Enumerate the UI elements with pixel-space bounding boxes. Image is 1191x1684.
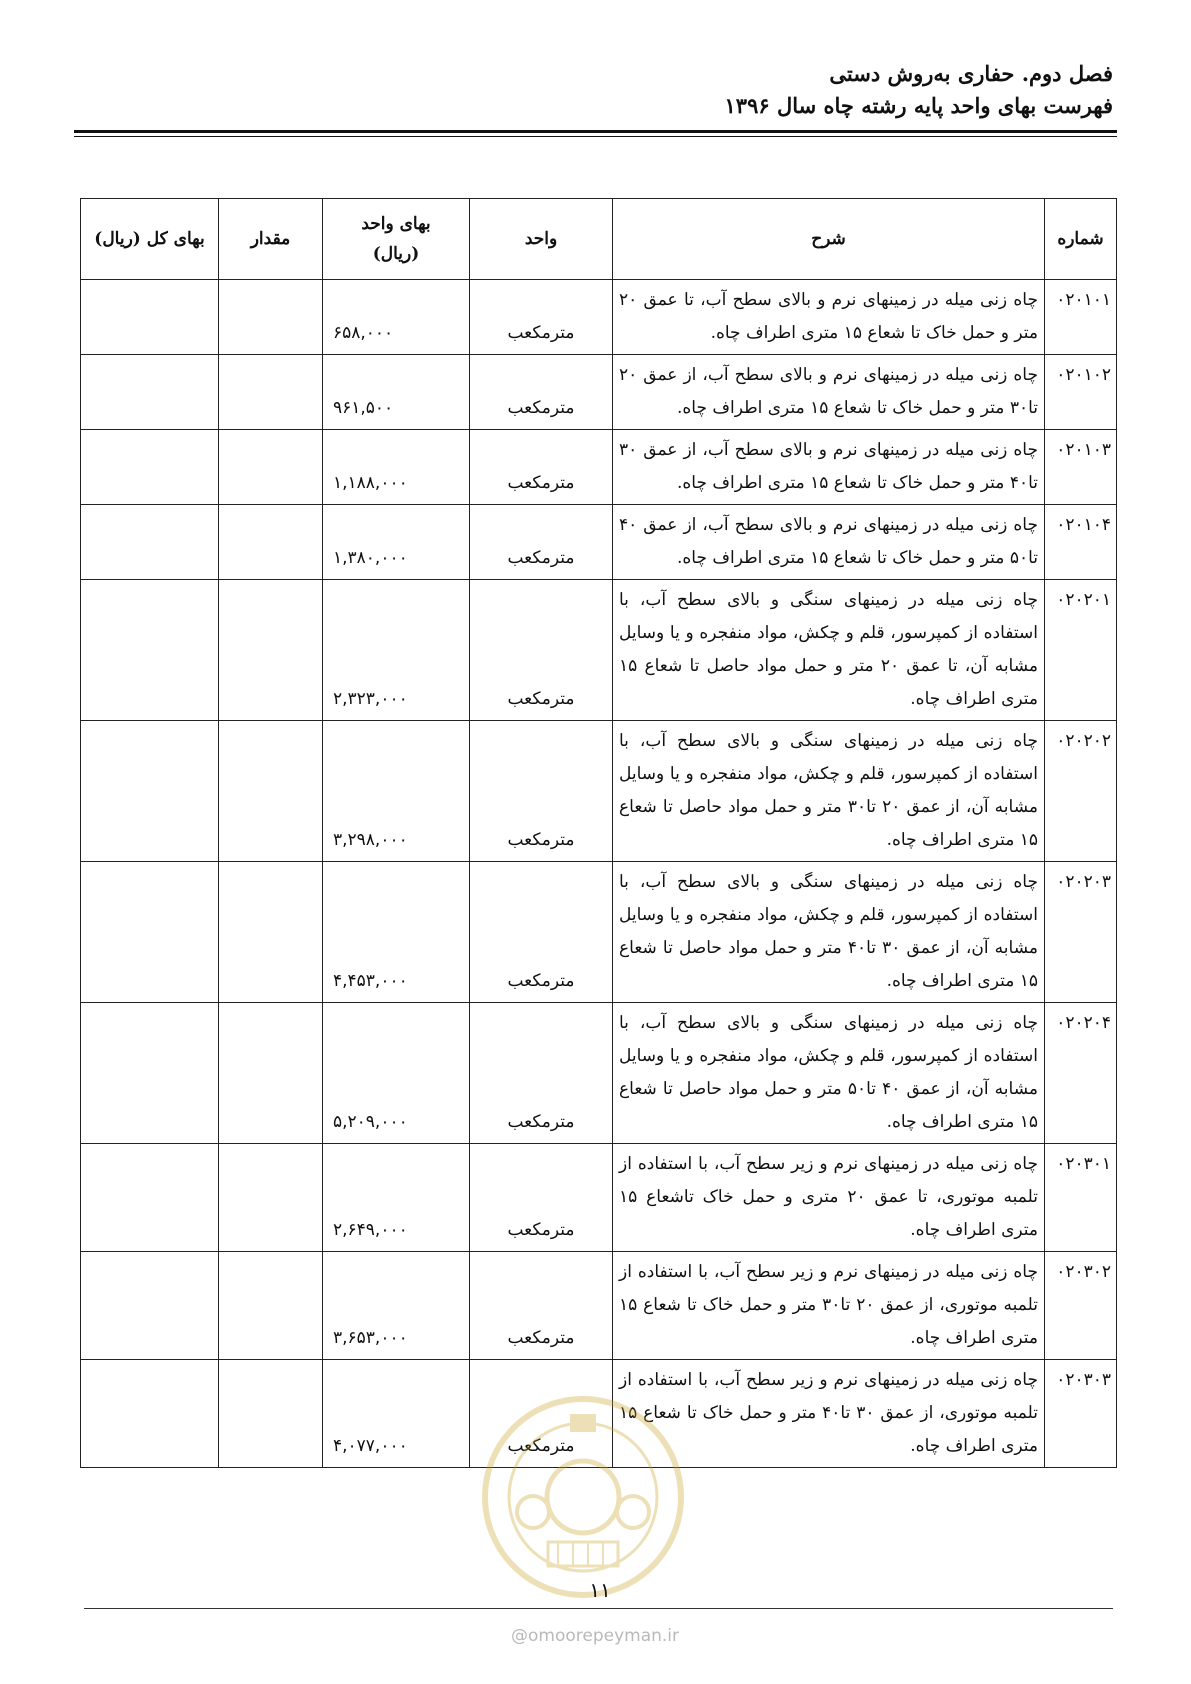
document-title: فهرست بهای واحد پایه رشته چاه سال ۱۳۹۶ [724,93,1113,118]
item-unit-price: ۶۵۸,۰۰۰ [323,280,470,355]
item-code: ۰۲۰۲۰۱ [1045,580,1117,721]
item-description: چاه زنی میله در زمینهای نرم و زیر سطح آب، با استفاده از تلمبه موتوری، از عمق ۳۰ تا۴۰ متر و حمل خاک تا شعاع ۱۵ متری اطراف چاه. [613,1360,1045,1468]
header-total: بهای کل (ریال) [81,199,219,280]
item-description: چاه زنی میله در زمینهای نرم و بالای سطح آب، از عمق ۲۰ تا۳۰ متر و حمل خاک تا شعاع ۱۵ متری اطراف چاه. [613,355,1045,430]
item-code: ۰۲۰۳۰۳ [1045,1360,1117,1468]
item-unit: مترمکعب [470,580,613,721]
table-row [81,1003,1117,1144]
item-quantity [219,430,323,505]
item-code: ۰۲۰۱۰۱ [1045,280,1117,355]
item-description: چاه زنی میله در زمینهای نرم و بالای سطح آب، از عمق ۴۰ تا۵۰ متر و حمل خاک تا شعاع ۱۵ متری اطراف چاه. [613,505,1045,580]
item-description: چاه زنی میله در زمینهای سنگی و بالای سطح آب، با استفاده از کمپرسور، قلم و چکش، مواد منفجره و یا وسایل مشابه آن، تا عمق ۲۰ متر و حمل مواد حاصل تا شعاع ۱۵ متری اطراف چاه. [613,580,1045,721]
item-quantity [219,862,323,1003]
at-icon: @ [510,1626,528,1646]
item-code: ۰۲۰۲۰۴ [1045,1003,1117,1144]
table-row [81,580,1117,721]
item-description: چاه زنی میله در زمینهای سنگی و بالای سطح آب، با استفاده از کمپرسور، قلم و چکش، مواد منفجره و یا وسایل مشابه آن، از عمق ۲۰ تا۳۰ متر و حمل مواد حاصل تا شعاع ۱۵ متری اطراف چاه. [613,721,1045,862]
table-row [81,1360,1117,1468]
item-code: ۰۲۰۱۰۴ [1045,505,1117,580]
item-unit: مترمکعب [470,862,613,1003]
item-unit: مترمکعب [470,1252,613,1360]
item-unit: مترمکعب [470,1003,613,1144]
header-unit: واحد [470,199,613,280]
item-total [81,1144,219,1252]
item-unit: مترمکعب [470,721,613,862]
table-row [81,280,1117,355]
table-header-row [81,199,1117,280]
table-row [81,721,1117,862]
item-quantity [219,721,323,862]
item-quantity [219,1144,323,1252]
table-row [81,862,1117,1003]
item-code: ۰۲۰۲۰۲ [1045,721,1117,862]
item-quantity [219,280,323,355]
item-total [81,580,219,721]
header-description: شرح [613,199,1045,280]
table-row [81,1252,1117,1360]
table-row [81,1144,1117,1252]
page-number: ۱۱ [589,1578,611,1602]
item-total [81,1252,219,1360]
item-unit-price: ۴,۴۵۳,۰۰۰ [323,862,470,1003]
chapter-title: فصل دوم. حفاری به‌روش دستی [829,61,1113,86]
header-code: شماره [1045,199,1117,280]
item-code: ۰۲۰۳۰۱ [1045,1144,1117,1252]
table-row [81,505,1117,580]
item-code: ۰۲۰۳۰۲ [1045,1252,1117,1360]
header-unit-price: بهای واحد (ریال) [323,199,470,280]
item-quantity [219,1252,323,1360]
item-unit-price: ۳,۶۵۳,۰۰۰ [323,1252,470,1360]
item-unit-price: ۹۶۱,۵۰۰ [323,355,470,430]
table-row [81,355,1117,430]
item-unit-price: ۴,۰۷۷,۰۰۰ [323,1360,470,1468]
item-description: چاه زنی میله در زمینهای نرم و زیر سطح آب، با استفاده از تلمبه موتوری، تا عمق ۲۰ متری و حمل خاک تاشعاع ۱۵ متری اطراف چاه. [613,1144,1045,1252]
item-unit: مترمکعب [470,505,613,580]
item-description: چاه زنی میله در زمینهای نرم و زیر سطح آب، با استفاده از تلمبه موتوری، از عمق ۲۰ تا۳۰ متر و حمل خاک تا شعاع ۱۵ متری اطراف چاه. [613,1252,1045,1360]
item-code: ۰۲۰۱۰۲ [1045,355,1117,430]
item-unit-price: ۱,۳۸۰,۰۰۰ [323,505,470,580]
item-code: ۰۲۰۲۰۳ [1045,862,1117,1003]
item-total [81,355,219,430]
table-row [81,430,1117,505]
footer-rule [84,1608,1113,1609]
item-code: ۰۲۰۱۰۳ [1045,430,1117,505]
watermark-url [495,1626,695,1646]
item-quantity [219,505,323,580]
item-description: چاه زنی میله در زمینهای سنگی و بالای سطح آب، با استفاده از کمپرسور، قلم و چکش، مواد منفجره و یا وسایل مشابه آن، از عمق ۳۰ تا۴۰ متر و حمل مواد حاصل تا شعاع ۱۵ متری اطراف چاه. [613,862,1045,1003]
table-body [81,280,1117,1468]
item-total [81,1360,219,1468]
item-unit: مترمکعب [470,355,613,430]
item-total [81,721,219,862]
item-unit-price: ۱,۱۸۸,۰۰۰ [323,430,470,505]
item-total [81,280,219,355]
item-quantity [219,355,323,430]
item-unit-price: ۳,۲۹۸,۰۰۰ [323,721,470,862]
item-unit: مترمکعب [470,280,613,355]
item-unit-price: ۲,۶۴۹,۰۰۰ [323,1144,470,1252]
header-rule-thick [74,130,1117,133]
item-unit: مترمکعب [470,1360,613,1468]
item-quantity [219,1003,323,1144]
item-total [81,862,219,1003]
watermark-text: omoorepeyman.ir [527,1626,680,1646]
item-quantity [219,580,323,721]
item-unit-price: ۵,۲۰۹,۰۰۰ [323,1003,470,1144]
item-total [81,1003,219,1144]
price-table [80,198,1117,1468]
item-quantity [219,1360,323,1468]
item-description: چاه زنی میله در زمینهای سنگی و بالای سطح آب، با استفاده از کمپرسور، قلم و چکش، مواد منفجره و یا وسایل مشابه آن، از عمق ۴۰ تا۵۰ متر و حمل مواد حاصل تا شعاع ۱۵ متری اطراف چاه. [613,1003,1045,1144]
page-header [78,58,1113,122]
header-quantity: مقدار [219,199,323,280]
item-total [81,430,219,505]
item-total [81,505,219,580]
item-unit: مترمکعب [470,1144,613,1252]
header-rule-thin [74,136,1117,137]
item-unit: مترمکعب [470,430,613,505]
item-description: چاه زنی میله در زمینهای نرم و بالای سطح آب، تا عمق ۲۰ متر و حمل خاک تا شعاع ۱۵ متری اطراف چاه. [613,280,1045,355]
item-unit-price: ۲,۳۲۳,۰۰۰ [323,580,470,721]
item-description: چاه زنی میله در زمینهای نرم و بالای سطح آب، از عمق ۳۰ تا۴۰ متر و حمل خاک تا شعاع ۱۵ متری اطراف چاه. [613,430,1045,505]
